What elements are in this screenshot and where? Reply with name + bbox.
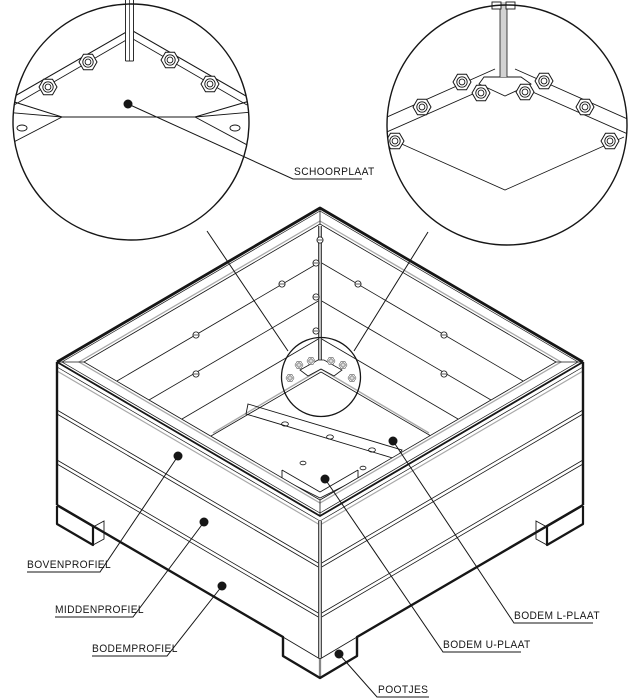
screw-icon — [193, 371, 199, 377]
nut-icon — [576, 99, 594, 115]
label-bovenprofiel: BOVENPROFIEL — [27, 559, 112, 571]
nut-icon — [307, 357, 315, 364]
detail-circle-left — [4, 0, 253, 240]
nut-icon — [601, 133, 619, 149]
nut-icon — [201, 76, 219, 92]
screw-icon — [313, 260, 319, 266]
nut-icon — [472, 85, 490, 101]
nut-icon — [516, 84, 534, 100]
label-bodemprofiel: BODEMPROFIEL — [92, 643, 178, 655]
screw-icon — [193, 332, 199, 338]
nut-icon — [453, 74, 471, 90]
screw-icon — [313, 328, 319, 334]
nut-icon — [286, 374, 294, 381]
nut-icon — [535, 73, 553, 89]
nut-icon — [79, 54, 97, 70]
threaded-rod-icon — [125, 0, 134, 61]
label-pootjes: POOTJES — [378, 684, 429, 696]
detail-circle-right — [378, 2, 632, 245]
nut-icon — [39, 79, 57, 95]
screw-icon — [279, 281, 285, 287]
label-middenprofiel: MIDDENPROFIEL — [55, 604, 144, 616]
screw-icon — [355, 281, 361, 287]
screw-icon — [441, 371, 447, 377]
nut-icon — [161, 52, 179, 68]
screw-icon — [317, 237, 323, 243]
screw-icon — [313, 294, 319, 300]
label-schoorplaat: SCHOORPLAAT — [294, 166, 375, 178]
threaded-rod-icon — [492, 2, 515, 77]
label-bodem-l-plaat: BODEM L-PLAAT — [514, 610, 600, 622]
screw-icon — [441, 332, 447, 338]
label-bodem-u-plaat: BODEM U-PLAAT — [443, 639, 531, 651]
nut-icon — [348, 374, 356, 381]
nut-icon — [413, 99, 431, 115]
nut-icon — [327, 357, 335, 364]
nut-icon — [339, 361, 347, 368]
nut-icon — [295, 361, 303, 368]
